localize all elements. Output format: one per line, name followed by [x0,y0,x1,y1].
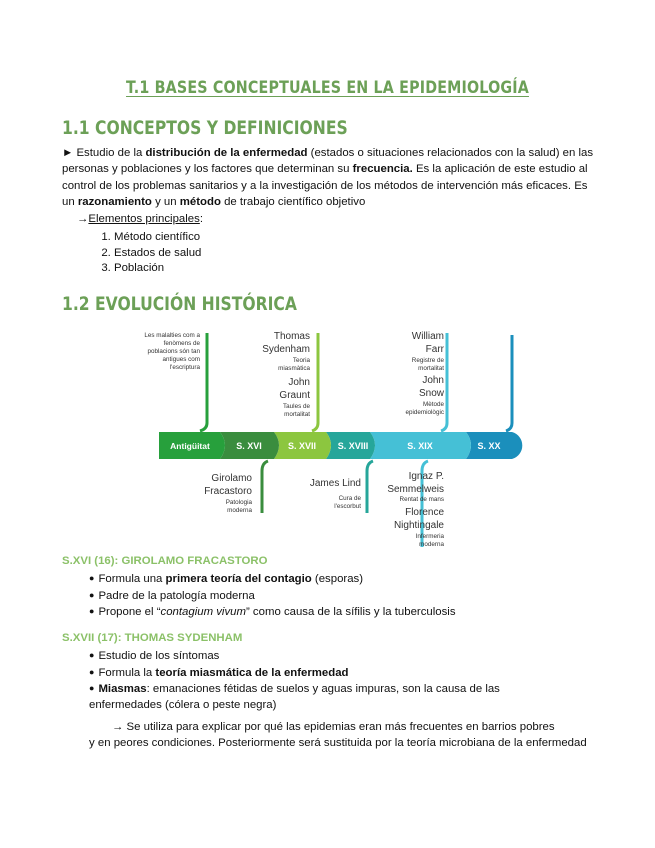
lind-desc: l'escorbut [334,503,361,510]
farr-desc: Registre de [411,357,444,364]
list-item: ● Estudio de los síntomas [89,648,539,665]
fracastoro-name: Fracastoro [204,486,252,497]
connector-xvi [262,461,268,513]
list-item: 1. Método científico [114,230,201,246]
lind-name: James Lind [309,478,361,489]
segment-label: S. XX [477,441,501,451]
definition-paragraph: ► Estudio de la distribución de la enfermedad (estados o situaciones relacionados con la salud) en las personas y poblaciones y los factores que determinan su frecuencia. Es la aplicación de este estudio al control de los problemas sanitarios y a la investigación de los métodos de intervención más eficaces. Es un razonamiento y un método de trabajo científico objetivo [62,147,594,209]
segment-label: S. XIX [407,441,433,451]
antiguitat-note-line: poblacions són tan [147,348,200,355]
subsection-title-xvii: S.XVII (17): THOMAS SYDENHAM [62,632,243,644]
section-title-conceptos: 1.1 CONCEPTOS Y DEFINICIONES [62,117,348,139]
nightingale-name: Nightingale [393,520,444,531]
list-item: 2. Estados de salud [114,246,201,262]
list-item: ● Propone el “contagium vivum” como causa de la sífilis y la tuberculosis [89,604,589,621]
list-item: ● Formula una primera teoría del contagio (esporas) [89,571,589,588]
antiguitat-note-line: l'escriptura [169,364,200,371]
nightingale-name: Florence [405,507,444,518]
list-item: ● Miasmas: emanaciones fétidas de suelos y aguas impuras, son la causa de las enfermedades (cólera o peste negra) [89,681,539,713]
farr-name: William [411,331,444,342]
fracastoro-name: Girolamo [211,473,252,484]
nightingale-desc: Infermeria [415,533,444,540]
connector-xviii [367,461,373,513]
snow-name: Snow [418,388,444,399]
segment-label: Antigüitat [170,441,210,451]
miasma-note: → Se utiliza para explicar por qué las epidemias eran más frecuentes en barrios pobres [112,721,555,733]
subsection-title-xvi: S.XVI (16): GIROLAMO FRACASTORO [62,555,268,567]
segment-label: S. XVIII [337,441,369,451]
connector-xvii [312,333,318,431]
lind-desc: Cura de [338,495,361,502]
right-arrow-icon: → [112,721,124,733]
elements-heading: →Elementos principales: [77,213,203,225]
list-item: ● Padre de la patología moderna [89,588,589,605]
right-arrow-icon: → [77,213,89,225]
xvii-list [89,648,539,713]
elements-list [96,230,201,277]
sydenham-name: Sydenham [262,344,310,355]
snow-name: John [422,375,444,386]
semmelweis-desc: Rentat de mans [399,496,444,503]
segment-label: S. XVI [236,441,262,451]
semmelweis-name: Ignaz P. [408,471,444,482]
fracastoro-desc: moderna [227,507,252,514]
graunt-name: Graunt [279,390,310,401]
sydenham-desc: Teoria [292,357,310,364]
xvi-list [89,571,589,621]
connector-xx [506,335,512,431]
nightingale-desc: moderna [419,541,444,548]
list-item: 3. Población [114,261,201,277]
connector-antiguitat [200,333,207,431]
sydenham-name: Thomas [273,331,310,342]
farr-name: Farr [425,344,444,355]
section-title-evolucion: 1.2 EVOLUCIÓN HISTÓRICA [62,293,297,315]
miasma-note-continued: y en peores condiciones. Posteriormente será sustituida por la teoría microbiana de la enfermedad [89,737,587,749]
graunt-desc: mortalitat [284,411,310,418]
snow-desc: Mètode [422,401,444,408]
page-title: T.1 BASES CONCEPTUALES EN LA EPIDEMIOLOGÍA [126,78,529,98]
antiguitat-note-line: Les malalties com a [144,332,200,339]
farr-desc: mortalitat [418,365,444,372]
list-item: ● Formula la teoría miasmática de la enfermedad [89,665,539,682]
semmelweis-name: Semmelweis [387,484,444,495]
fracastoro-desc: Patologia [225,499,252,506]
sydenham-desc: miasmàtica [278,365,310,372]
antiguitat-note-line: antigues com [162,356,200,363]
segment-label: S. XVII [287,441,317,451]
antiguitat-note-line: fenòmens de [163,340,200,347]
history-timeline [0,325,655,550]
graunt-desc: Taules de [283,403,310,410]
snow-desc: epidemiològic [405,409,444,416]
pointer-icon: ► [62,147,74,159]
graunt-name: John [288,377,310,388]
